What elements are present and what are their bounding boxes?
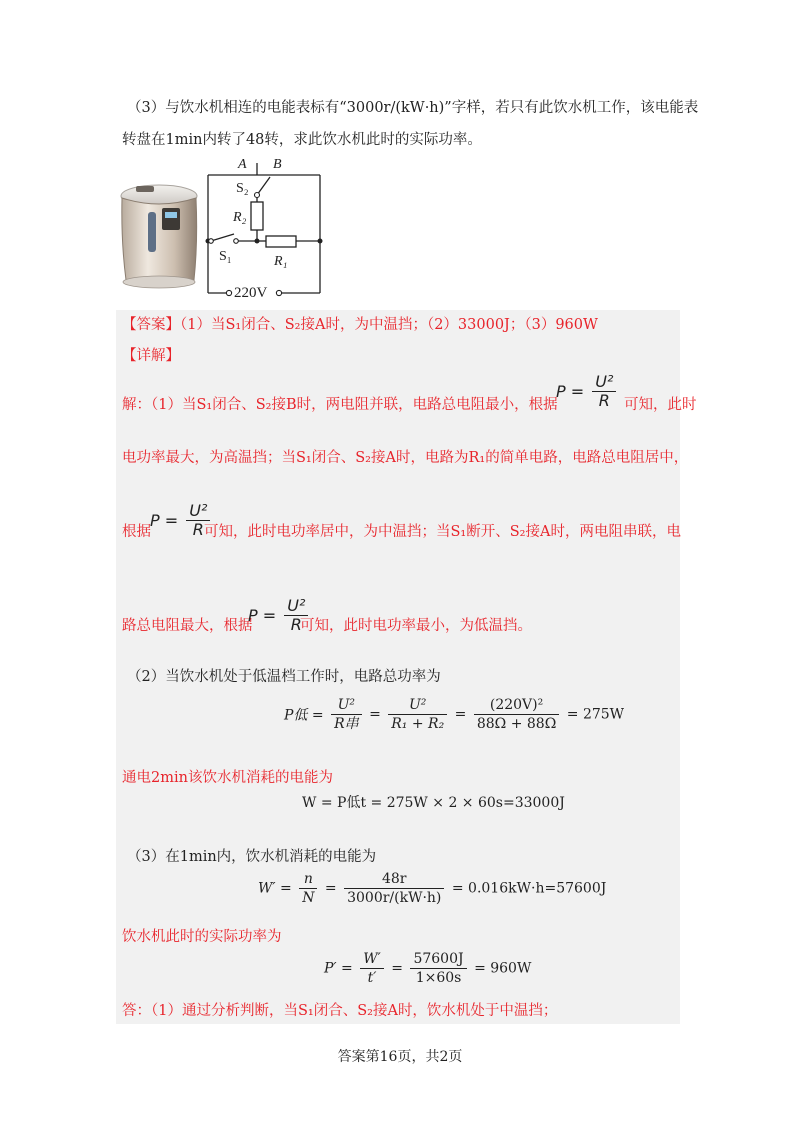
para1-line-f: 路总电阻最大，根据 <box>122 618 253 634</box>
part2-intro: （2）当饮水机处于低温档工作时，电路总功率为 <box>127 669 441 685</box>
label-b: B <box>273 157 282 172</box>
part2-equation-1: P低 = $\frac{\text{U²}}{\text{R串}}$ = $\frac{\text{U²}}{\text{R₁ + R₂}}$ = $\frac{\text{(220V)²}}{88\Omega + 88\Omega}$ = 275W <box>284 697 625 732</box>
part3-equation-2: P′ = $\frac{W'}{t'}$ = $\frac{57600J}{1\times 60s}$ = 960W <box>324 951 532 986</box>
question-3-line-1: （3）与饮水机相连的电能表标有“3000r/(kW·h)”字样，若只有此饮水机工作，该电能表 <box>127 100 699 116</box>
para1-line-e: 可知，此时电功率居中，为中温挡；当S₁断开、S₂接A时，两电阻串联，电 <box>204 524 681 540</box>
part2-equation-2: W = P低t = 275W × 2 × 60s=33000J <box>302 795 565 811</box>
part3-power-intro: 饮水机此时的实际功率为 <box>122 929 282 945</box>
label-supply: 220V <box>234 285 268 300</box>
answer-text: （1）当S₁闭合、S₂接A时，为中温挡；（2）33000J；（3）960W <box>180 317 598 333</box>
part3-intro: （3）在1min内，饮水机消耗的电能为 <box>127 849 377 865</box>
label-s2: S₂ <box>236 181 249 196</box>
answer-line <box>122 315 598 335</box>
part3-equation-1: W′ = $\frac{n}{N}$ = $\frac{48r}{3000r/(kW\cdot h)}$ = 0.016kW·h=57600J <box>258 871 607 906</box>
water-dispenser-image <box>118 182 200 294</box>
question-3-line-2: 转盘在1min内转了48转，求此饮水机此时的实际功率。 <box>122 132 482 148</box>
label-a: A <box>238 157 247 172</box>
page-footer: 答案第16页，共2页 <box>337 1049 463 1065</box>
formula-p-2: P = $\frac{\text{U²}}{R}$ <box>150 502 213 539</box>
label-r2: R₂ <box>233 210 247 225</box>
para1-line-b: 可知，此时 <box>624 397 697 413</box>
label-r1: R₁ <box>274 254 288 269</box>
para1-line-a: 解：（1）当S₁闭合、S₂接B时，两电阻并联，电路总电阻最小，根据 <box>122 397 558 413</box>
para1-line-d: 根据 <box>122 524 151 540</box>
label-s1: S₁ <box>219 249 232 264</box>
para1-line-c: 电功率最大，为高温挡；当S₁闭合、S₂接A时，电路为R₁的简单电路，电路总电阻居中， <box>122 450 689 466</box>
conclusion-line: 答：（1）通过分析判断，当S₁闭合、S₂接A时，饮水机处于中温挡； <box>122 1003 558 1019</box>
para1-line-g: 可知，此时电功率最小，为低温挡。 <box>300 618 532 634</box>
detail-tag: 【详解】 <box>122 348 180 364</box>
circuit-diagram <box>200 155 330 300</box>
part2-energy-intro: 通电2min该饮水机消耗的电能为 <box>122 770 333 786</box>
formula-p-1: P = $\frac{\text{U²}}{R}$ <box>556 373 619 410</box>
answer-tag: 【答案】 <box>122 317 180 333</box>
formula-p-3: P = $\frac{\text{U²}}{R}$ <box>248 597 311 634</box>
